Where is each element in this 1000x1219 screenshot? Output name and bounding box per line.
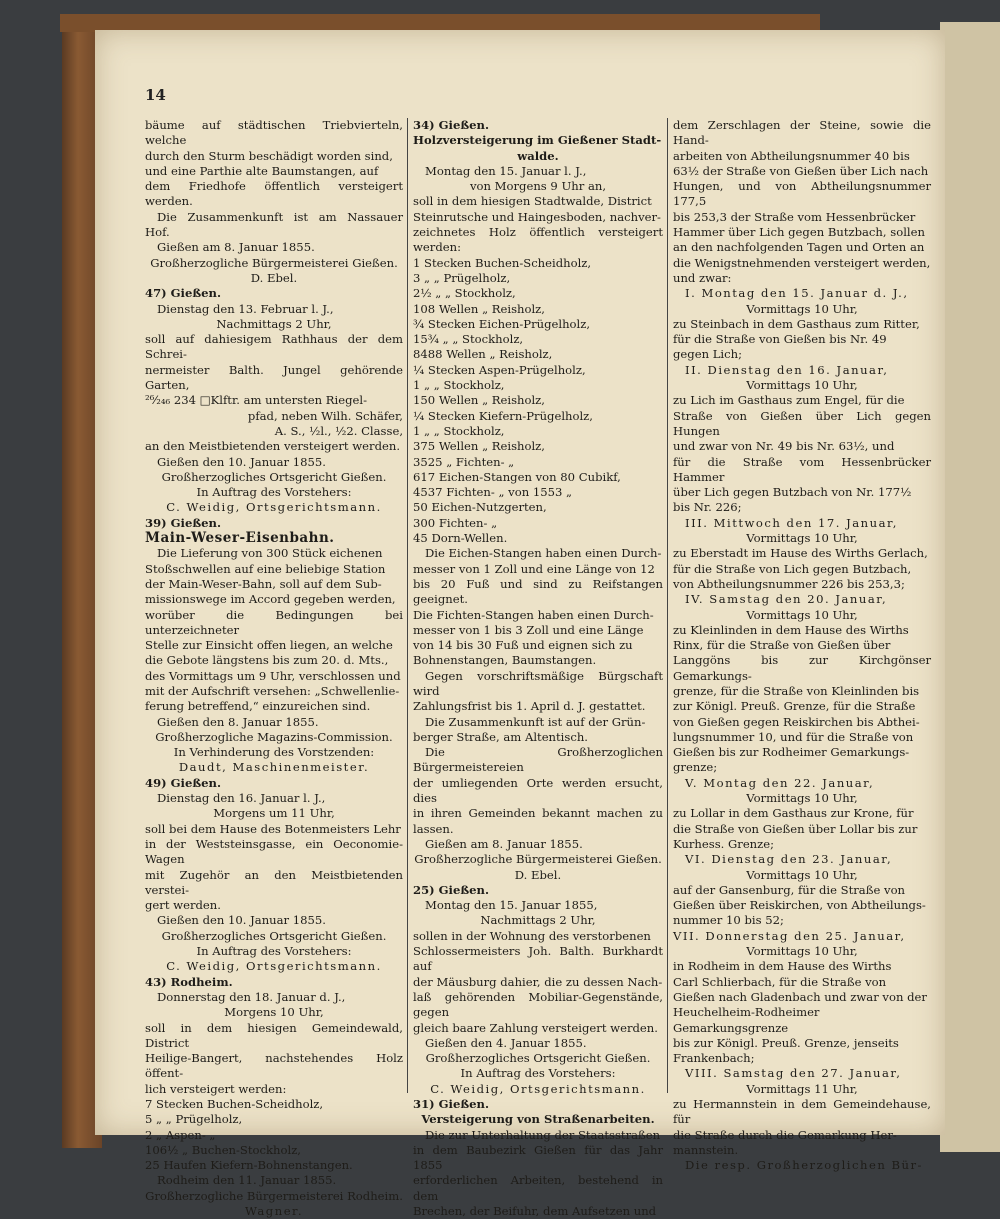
text-line: berger Straße, am Altentisch.: [413, 729, 588, 744]
table-row: 375 Wellen „ Reisholz,: [413, 439, 545, 454]
text-line: Die resp. Großherzoglichen Bür-: [685, 1158, 923, 1173]
text-line: Morgens um 11 Uhr,: [213, 806, 335, 821]
text-line: Großherzogliches Ortsgericht Gießen.: [425, 1051, 651, 1066]
text-line: lungsnummer 10, und für die Straße von: [673, 729, 914, 744]
table-row: 1 Stecken Buchen-Scheidholz,: [413, 255, 592, 270]
section-heading: III. Mittwoch den 17. Januar,: [685, 515, 898, 530]
text-line: pfad, neben Wilh. Schäfer,: [247, 408, 403, 423]
text-line: Gießen den 4. Januar 1855.: [425, 1035, 587, 1050]
text-line: in der Weststeinsgasse, ein Oeconomie-Wagen: [145, 836, 403, 867]
notice-heading: 49) Gießen.: [145, 775, 221, 790]
text-line: mannstein.: [673, 1142, 739, 1157]
notice-title: Versteigerung von Straßenarbeiten.: [421, 1112, 655, 1127]
text-line: Montag den 15. Januar 1855,: [425, 898, 598, 913]
text-line: bis 20 Fuß und sind zu Reifstangen geeignet.: [413, 576, 663, 607]
signature: C. Weidig, Ortsgerichtsmann.: [430, 1081, 646, 1096]
signature: D. Ebel.: [514, 867, 562, 882]
text-line: auf der Gansenburg, für die Straße von: [673, 882, 906, 897]
text-line: messer von 1 Zoll und eine Länge von 12: [413, 561, 655, 576]
text-line: Dienstag den 13. Februar l. J.,: [157, 301, 334, 316]
text-line: Vormittags 10 Uhr,: [746, 607, 858, 622]
text-line: Vormittags 10 Uhr,: [746, 531, 858, 546]
text-line: lich versteigert werden:: [145, 1081, 287, 1096]
table-row: 4537 Fichten- „ von 1553 „: [413, 485, 573, 500]
text-line: von Abtheilungsnummer 226 bis 253,3;: [673, 576, 905, 591]
text-line: Großherzogliche Bürgermeisterei Rodheim.: [145, 1188, 403, 1203]
text-line: Hungen, und von Abtheilungsnummer 177,5: [673, 179, 931, 209]
text-line: Gießen nach Gladenbach und zwar von der: [673, 989, 927, 1004]
text-line: messer von 1 bis 3 Zoll und eine Länge: [413, 622, 644, 637]
text-line: Stelle zur Einsicht offen liegen, an welche: [145, 638, 393, 653]
text-line: In Auftrag des Vorstehers:: [196, 944, 352, 959]
notice-heading: 34) Gießen.: [413, 118, 489, 132]
text-line: die Straße durch die Gemarkung Her-: [673, 1127, 897, 1142]
table-row: 2½ „ „ Stockholz,: [413, 286, 516, 301]
table-row: 8488 Wellen „ Reisholz,: [413, 347, 553, 362]
section-heading: II. Dienstag den 16. Januar,: [685, 362, 889, 377]
text-line: über Lich gegen Butzbach von Nr. 177½: [673, 485, 912, 500]
text-line: laß gehörenden Mobiliar-Gegenstände, gegen: [413, 989, 663, 1020]
text-line: missionswege im Accord gegeben werden,: [145, 592, 396, 607]
table-row: 300 Fichten- „: [413, 515, 498, 530]
table-row: 7 Stecken Buchen-Scheidholz,: [145, 1097, 324, 1111]
table-row: 150 Wellen „ Reisholz,: [413, 393, 545, 408]
text-line: Gießen am 8. Januar 1855.: [157, 240, 315, 255]
text-line: sollen in der Wohnung des verstorbenen: [413, 928, 651, 943]
scanned-page: [95, 30, 945, 1219]
text-line: Stoßschwellen auf eine beliebige Station: [145, 561, 386, 576]
table-row: 2 „ Aspen- „: [145, 1127, 216, 1142]
text-line: Gießen am 8. Januar 1855.: [425, 836, 583, 851]
text-line: Vormittags 11 Uhr,: [746, 1081, 858, 1096]
text-line: Vormittags 10 Uhr,: [746, 378, 858, 393]
text-line: an den Meistbietenden versteigert werden.: [145, 439, 401, 454]
table-row: 108 Wellen „ Reisholz,: [413, 301, 545, 316]
text-line: für die Straße von Gießen bis Nr. 49: [673, 332, 887, 347]
text-line: ²⁶⁄₂₄₆ 234 □Klftr. am untersten Riegel-: [145, 393, 368, 408]
table-row: 50 Eichen-Nutzgerten,: [413, 500, 547, 515]
section-heading: V. Montag den 22. Januar,: [685, 775, 875, 790]
text-line: Montag den 15. Januar l. J.,: [425, 163, 587, 178]
signature: C. Weidig, Ortsgerichtsmann.: [166, 959, 382, 974]
text-line: gegen Lich;: [673, 347, 742, 362]
text-line: Die Zusammenkunft ist am Nassauer Hof.: [145, 209, 403, 240]
text-line: Rinx, für die Straße von Gießen über: [673, 638, 891, 653]
text-line: bis zur Königl. Preuß. Grenze, jenseits: [673, 1035, 899, 1050]
text-line: Die Eichen-Stangen haben einen Durch-: [425, 546, 662, 561]
text-line: In Auftrag des Vorstehers:: [196, 485, 352, 500]
text-line: zu Steinbach in dem Gasthaus zum Ritter,: [673, 316, 920, 331]
text-line: ferung betreffend,“ einzureichen sind.: [145, 699, 371, 714]
text-line: Nachmittags 2 Uhr,: [216, 316, 332, 331]
text-line: zu Lich im Gasthaus zum Engel, für die: [673, 393, 905, 408]
table-row: ¾ Stecken Eichen-Prügelholz,: [413, 316, 591, 331]
text-line: soll in dem hiesigen Gemeindewald, District: [145, 1020, 403, 1050]
text-line: Die Großherzoglichen Bürgermeistereien: [413, 745, 663, 775]
table-row: 5 „ „ Prügelholz,: [145, 1112, 243, 1127]
text-line: 63½ der Straße von Gießen über Lich nach: [673, 163, 929, 178]
text-line: und zwar von Nr. 49 bis Nr. 63½, und: [673, 439, 895, 454]
text-line: zu Kleinlinden in dem Hause des Wirths: [673, 622, 909, 637]
text-line: der umliegenden Orte werden ersucht, dies: [413, 775, 663, 806]
text-line: grenze;: [673, 760, 718, 775]
table-row: 3525 „ Fichten- „: [413, 454, 515, 469]
text-line: Frankenbach;: [673, 1051, 755, 1066]
text-line: In Auftrag des Vorstehers:: [460, 1066, 616, 1081]
notice-heading: 47) Gießen.: [145, 286, 221, 301]
signature: Wagner.: [244, 1204, 304, 1219]
table-row: 15¾ „ „ Stockholz,: [413, 332, 524, 347]
notice-heading: 25) Gießen.: [413, 882, 489, 897]
text-line: die Gebote längstens bis zum 20. d. Mts.,: [145, 653, 389, 668]
text-line: Langgöns bis zur Kirchgönser Gemarkungs-: [673, 653, 931, 683]
text-line: Heuchelheim-Rodheimer Gemarkungsgrenze: [673, 1005, 820, 1035]
text-line: zu Hermannstein in dem Gemeindehause, für: [673, 1097, 931, 1127]
text-line: die Wenigstnehmenden versteigert werden,: [673, 255, 931, 270]
text-line: Heilige-Bangert, nachstehendes Holz öffent-: [145, 1051, 403, 1081]
table-row: 1 „ „ Stockholz,: [413, 378, 505, 393]
text-line: des Vormittags um 9 Uhr, verschlossen und: [145, 668, 401, 683]
text-line: Zahlungsfrist bis 1. April d. J. gestattet.: [413, 699, 646, 714]
table-row: 3 „ „ Prügelholz,: [413, 270, 511, 285]
text-line: soll in dem hiesigen Stadtwalde, District: [413, 194, 652, 209]
table-row: 106½ „ Buchen-Stockholz,: [145, 1142, 301, 1157]
section-heading: VIII. Samstag den 27. Januar,: [685, 1066, 902, 1081]
text-line: Großherzogliche Magazins-Commission.: [155, 729, 393, 744]
text-line: zu Lollar in dem Gasthaus zur Krone, für: [673, 806, 914, 821]
table-row: ¼ Stecken Kiefern-Prügelholz,: [413, 408, 593, 423]
text-line: Dienstag den 16. Januar l. J.,: [157, 791, 326, 806]
text-line: Morgens 10 Uhr,: [224, 1005, 324, 1020]
text-line: Vormittags 10 Uhr,: [746, 944, 858, 959]
text-line: Bohnenstangen, Baumstangen.: [413, 653, 597, 668]
text-line: nermeister Balth. Jungel gehörende Garten,: [145, 362, 403, 393]
notice-title: Main-Weser-Eisenbahn.: [145, 530, 335, 547]
text-line: Carl Schlierbach, für die Straße von: [673, 974, 887, 989]
text-line: Vormittags 10 Uhr,: [746, 867, 858, 882]
column-right: [673, 118, 931, 1173]
text-line: Die Fichten-Stangen haben einen Durch-: [413, 607, 654, 622]
section-heading: VII. Donnerstag den 25. Januar,: [673, 928, 906, 943]
text-line: Großherzogliche Bürgermeisterei Gießen.: [150, 255, 398, 270]
text-line: mit der Aufschrift versehen: „Schwellenlie-: [145, 683, 400, 698]
text-line: Gießen über Reiskirchen, von Abtheilungs-: [673, 898, 926, 913]
table-row: ¼ Stecken Aspen-Prügelholz,: [413, 362, 586, 377]
text-line: Die Zusammenkunft ist auf der Grün-: [425, 714, 646, 729]
text-line: gert werden.: [145, 898, 221, 913]
text-line: und zwar:: [673, 270, 732, 285]
text-line: Die zur Unterhaltung der Staatsstraßen: [425, 1127, 661, 1142]
text-line: von Morgens 9 Uhr an,: [469, 179, 607, 194]
column-middle: [413, 118, 663, 1219]
text-line: Nachmittags 2 Uhr,: [480, 913, 596, 928]
text-line: durch den Sturm beschädigt worden sind,: [145, 148, 393, 163]
table-row: 45 Dorn-Wellen.: [413, 531, 508, 546]
text-line: Gießen den 8. Januar 1855.: [157, 714, 319, 729]
text-line: bis 253,3 der Straße vom Hessenbrücker: [673, 209, 916, 224]
section-heading: VI. Dienstag den 23. Januar,: [685, 852, 893, 867]
text-line: zeichnetes Holz öffentlich versteigert werden:: [413, 225, 663, 255]
section-heading: I. Montag den 15. Januar d. J.,: [685, 286, 909, 301]
text-line: zur Königl. Preuß. Grenze, für die Straße: [673, 699, 916, 714]
text-line: die Straße von Gießen über Lollar bis zur: [673, 821, 918, 836]
text-line: bis Nr. 226;: [673, 500, 742, 515]
notice-heading: 31) Gießen.: [413, 1097, 489, 1111]
text-line: gleich baare Zahlung versteigert werden.: [413, 1020, 658, 1035]
notice-heading: 43) Rodheim.: [145, 974, 233, 989]
text-line: für die Straße von Lich gegen Butzbach,: [673, 561, 912, 576]
text-line: dem Friedhofe öffentlich versteigert werden.: [145, 179, 403, 209]
text-line: grenze, für die Straße von Kleinlinden bis: [673, 683, 920, 698]
text-line: dem Zerschlagen der Steine, sowie die Hand-: [673, 118, 931, 148]
text-line: Kurhess. Grenze;: [673, 836, 775, 851]
text-line: arbeiten von Abtheilungsnummer 40 bis: [673, 148, 910, 163]
column-left: [145, 118, 403, 1219]
text-line: Straße von Gießen über Lich gegen Hungen: [673, 408, 931, 438]
text-line: mit Zugehör an den Meistbietenden verstei-: [145, 867, 403, 897]
column-divider: [667, 118, 668, 1093]
text-line: Großherzogliches Ortsgericht Gießen.: [161, 928, 387, 943]
table-row: 1 „ „ Stockholz,: [413, 423, 505, 438]
signature: Daudt, Maschinenmeister.: [178, 760, 370, 775]
notice-heading: 39) Gießen.: [145, 515, 221, 530]
text-line: Vormittags 10 Uhr,: [746, 301, 858, 316]
text-line: zu Eberstadt im Hause des Wirths Gerlach,: [673, 546, 928, 561]
notice-title: walde.: [517, 148, 559, 163]
text-line: in ihren Gemeinden bekannt machen zu lassen.: [413, 806, 663, 836]
text-line: in Rodheim in dem Hause des Wirths: [673, 959, 892, 974]
text-line: in dem Baubezirk Gießen für das Jahr 1855: [413, 1142, 663, 1173]
text-line: Hammer über Lich gegen Butzbach, sollen: [673, 225, 925, 240]
signature: D. Ebel.: [250, 270, 298, 285]
text-line: von Gießen gegen Reiskirchen bis Abthei-: [673, 714, 920, 729]
notice-title: Holzversteigerung im Gießener Stadt-: [413, 133, 662, 148]
text-line: nummer 10 bis 52;: [673, 913, 784, 928]
text-line: soll bei dem Hause des Botenmeisters Lehr: [145, 821, 401, 836]
text-line: der Main-Weser-Bahn, soll auf dem Sub-: [145, 576, 382, 591]
section-heading: IV. Samstag den 20. Januar,: [685, 592, 888, 607]
text-line: für die Straße vom Hessenbrücker Hammer: [673, 454, 931, 484]
text-line: erforderlichen Arbeiten, bestehend in dem: [413, 1173, 663, 1203]
text-line: In Verhinderung des Vorstzenden:: [173, 745, 375, 760]
text-line: Die Lieferung von 300 Stück eichenen: [157, 546, 383, 561]
table-row: 25 Haufen Kiefern-Bohnenstangen.: [145, 1158, 353, 1173]
text-line: Gießen den 10. Januar 1855.: [157, 913, 326, 928]
signature: C. Weidig, Ortsgerichtsmann.: [166, 500, 382, 515]
text-line: Schlossermeisters Joh. Balth. Burkhardt auf: [413, 944, 663, 974]
text-line: A. S., ½l., ½2. Classe,: [274, 423, 403, 438]
text-line: und eine Parthie alte Baumstangen, auf: [145, 163, 379, 178]
text-line: an den nachfolgenden Tagen und Orten an: [673, 240, 925, 255]
text-line: Großherzogliche Bürgermeisterei Gießen.: [414, 852, 662, 867]
text-line: von 14 bis 30 Fuß und eignen sich zu: [413, 638, 633, 653]
text-line: Gegen vorschriftsmäßige Bürgschaft wird: [413, 668, 663, 698]
text-line: der Mäusburg dahier, die zu dessen Nach-: [413, 974, 663, 989]
text-line: Großherzogliches Ortsgericht Gießen.: [161, 469, 387, 484]
text-line: Donnerstag den 18. Januar d. J.,: [157, 989, 346, 1004]
facing-page-edge: [940, 22, 1000, 1152]
column-divider: [407, 118, 408, 1093]
text-line: Rodheim den 11. Januar 1855.: [157, 1173, 337, 1188]
text-line: bäume auf städtischen Triebvierteln, welche: [145, 118, 403, 148]
text-line: Gießen den 10. Januar 1855.: [157, 454, 326, 469]
text-line: worüber die Bedingungen bei unterzeichneter: [145, 607, 403, 637]
text-line: Vormittags 10 Uhr,: [746, 791, 858, 806]
text-line: Gießen bis zur Rodheimer Gemarkungs-: [673, 745, 910, 760]
text-line: soll auf dahiesigem Rathhaus der dem Schrei-: [145, 332, 403, 362]
text-line: Brechen, der Beifuhr, dem Aufsetzen und: [413, 1204, 657, 1219]
text-line: Steinrutsche und Haingesboden, nachver-: [413, 209, 661, 224]
table-row: 617 Eichen-Stangen von 80 Cubikf,: [413, 469, 621, 484]
page-number: 14: [145, 86, 166, 104]
